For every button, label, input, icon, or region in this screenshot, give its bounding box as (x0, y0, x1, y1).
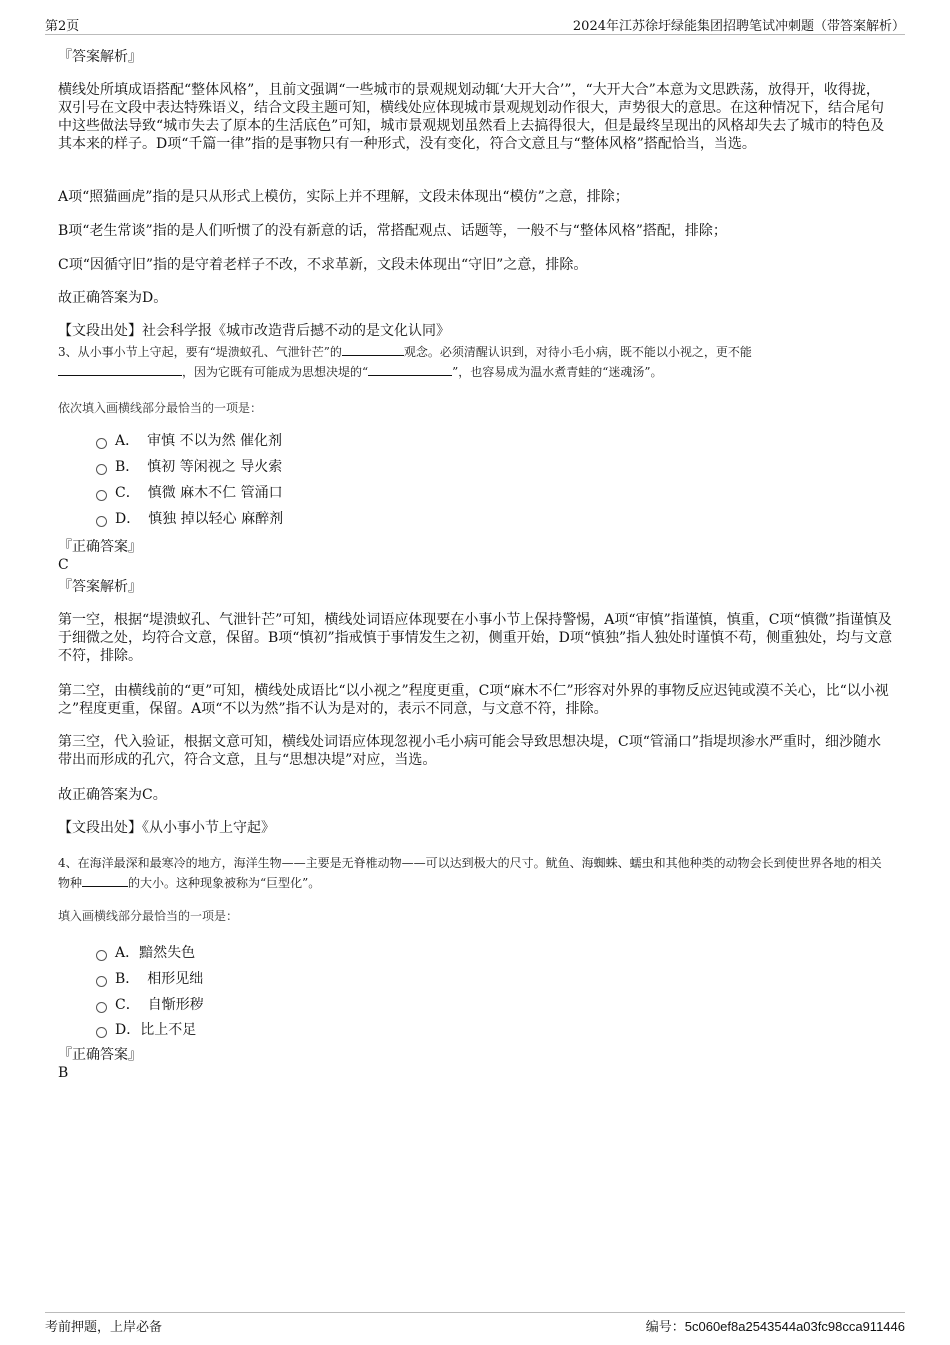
q4-instruction: 填入画横线部分最恰当的一项是： (58, 909, 239, 923)
q4-option-d[interactable]: D． 比上不足 (96, 1021, 196, 1039)
q2-conclusion: 故正确答案为D。 (58, 290, 168, 306)
q4-option-b[interactable]: B． 相形见绌 (96, 970, 203, 988)
document-code: 编号：5c060ef8a2543544a03fc98cca911446 (645, 1319, 905, 1335)
q2-analysis-p3: B项“老生常谈”指的是人们听惯了的没有新意的话，常搭配观点、话题等，一般不与“整体风格”搭配，排除； (58, 223, 727, 239)
q3-option-b[interactable]: B． 慎初 等闲视之 导火索 (96, 458, 282, 476)
q3-stem: 3、从小事小节上守起，要有“堤溃蚁孔、气泄针芒”的 观念。必须清醒认识到，对待小毛小病，既不能以小视之，更不能 ，因为它既有可能成为思想决堤的“ ”，也容易成为温水煮青蛙的“迷魂汤”。 (58, 342, 893, 382)
q3-option-d[interactable]: D． 慎独 掉以轻心 麻醉剂 (96, 510, 283, 528)
radio-icon[interactable] (96, 490, 107, 501)
q3-option-a[interactable]: A． 审慎 不以为然 催化剂 (96, 432, 282, 450)
q2-source: 【文段出处】社会科学报《城市改造背后撼不动的是文化认同》 (58, 323, 450, 339)
q3-blank-3 (368, 362, 452, 376)
q2-analysis-p1: 横线处所填成语搭配“整体风格”，且前文强调“一些城市的景观规划动辄‘大开大合’”，“大开大合”本意为文思跌荡，放得开，收得拢，双引号在文段中表达特殊语义，结合文段主题可知，横线处应体现城市景观规划动作很大，声势很大的意思。在这种情况下，结合尾句中这些做法导致“城市失去了原本的生活底色”可知，城市景观规划虽然看上去搞得很大，但是最终呈现出的风格却失去了城市的特色及其本来的样子。D项“千篇一律”指的是事物只有一种形式，没有变化，符合文意且与“整体风格”搭配恰当，当选。 (58, 82, 885, 152)
radio-icon[interactable] (96, 516, 107, 527)
q3-blank-2 (58, 362, 182, 376)
q3-analysis-heading: 『答案解析』 (58, 579, 142, 595)
radio-icon[interactable] (96, 1002, 107, 1013)
radio-icon[interactable] (96, 464, 107, 475)
q2-analysis-p2: A项“照猫画虎”指的是只从形式上模仿，实际上并不理解，文段未体现出“模仿”之意，排除； (58, 189, 629, 205)
footer-slogan: 考前押题，上岸必备 (45, 1320, 163, 1335)
q3-analysis-p1: 第一空，根据“堤溃蚁孔、气泄针芒”可知，横线处词语应体现要在小事小节上保持警惕，A项“审慎”指谨慎，慎重，C项“慎微”指谨慎及于细微之处，均符合文意，保留。B项“慎初”指戒慎于事情发生之初，侧重开始，D项“慎独”指人独处时谨慎不苟，侧重独处，均与文意不符，排除。 (58, 612, 893, 664)
q3-answer-heading: 『正确答案』 (58, 539, 142, 555)
page-number: 第2页 (45, 19, 80, 34)
q4-option-c[interactable]: C． 自惭形秽 (96, 996, 204, 1014)
q3-blank-1 (342, 342, 404, 356)
radio-icon[interactable] (96, 438, 107, 449)
page-header (45, 14, 905, 35)
page-footer (45, 1312, 905, 1335)
q3-analysis-p2: 第二空，由横线前的“更”可知，横线处成语比“以小视之”程度更重，C项“麻木不仁”形容对外界的事物反应迟钝或漠不关心，比“以小视之”程度更重，保留。A项“不以为然”指不认为是对的，表示不同意，与文意不符，排除。 (58, 683, 889, 717)
q4-blank (82, 873, 128, 887)
q3-answer: C (58, 557, 69, 573)
radio-icon[interactable] (96, 1027, 107, 1038)
q4-stem: 4、在海洋最深和最寒冷的地方，海洋生物——主要是无脊椎动物——可以达到极大的尺寸。鱿鱼、海蜘蛛、蠕虫和其他种类的动物会长到使世界各地的相关物种 的大小。这种现象被称为“巨型化”。 (58, 856, 882, 890)
radio-icon[interactable] (96, 976, 107, 987)
q3-source: 【文段出处】《从小事小节上守起》 (58, 820, 275, 836)
q4-option-a[interactable]: A． 黯然失色 (96, 944, 195, 962)
q2-analysis-p4: C项“因循守旧”指的是守着老样子不改，不求革新，文段未体现出“守旧”之意，排除。 (58, 257, 588, 273)
q4-answer: B (58, 1065, 69, 1081)
q3-analysis-p3: 第三空，代入验证，根据文意可知，横线处词语应体现忽视小毛小病可能会导致思想决堤，C项“管涌口”指堤坝渗水严重时，细沙随水带出而形成的孔穴，符合文意，且与“思想决堤”对应，当选。 (58, 734, 882, 768)
q4-answer-heading: 『正确答案』 (58, 1047, 142, 1063)
radio-icon[interactable] (96, 950, 107, 961)
q3-instruction: 依次填入画横线部分最恰当的一项是： (58, 401, 263, 415)
q3-option-c[interactable]: C． 慎微 麻木不仁 管涌口 (96, 484, 283, 502)
document-title: 2024年江苏徐圩绿能集团招聘笔试冲刺题（带答案解析） (572, 19, 905, 34)
q3-conclusion: 故正确答案为C。 (58, 787, 167, 803)
q2-analysis-heading: 『答案解析』 (58, 49, 142, 65)
